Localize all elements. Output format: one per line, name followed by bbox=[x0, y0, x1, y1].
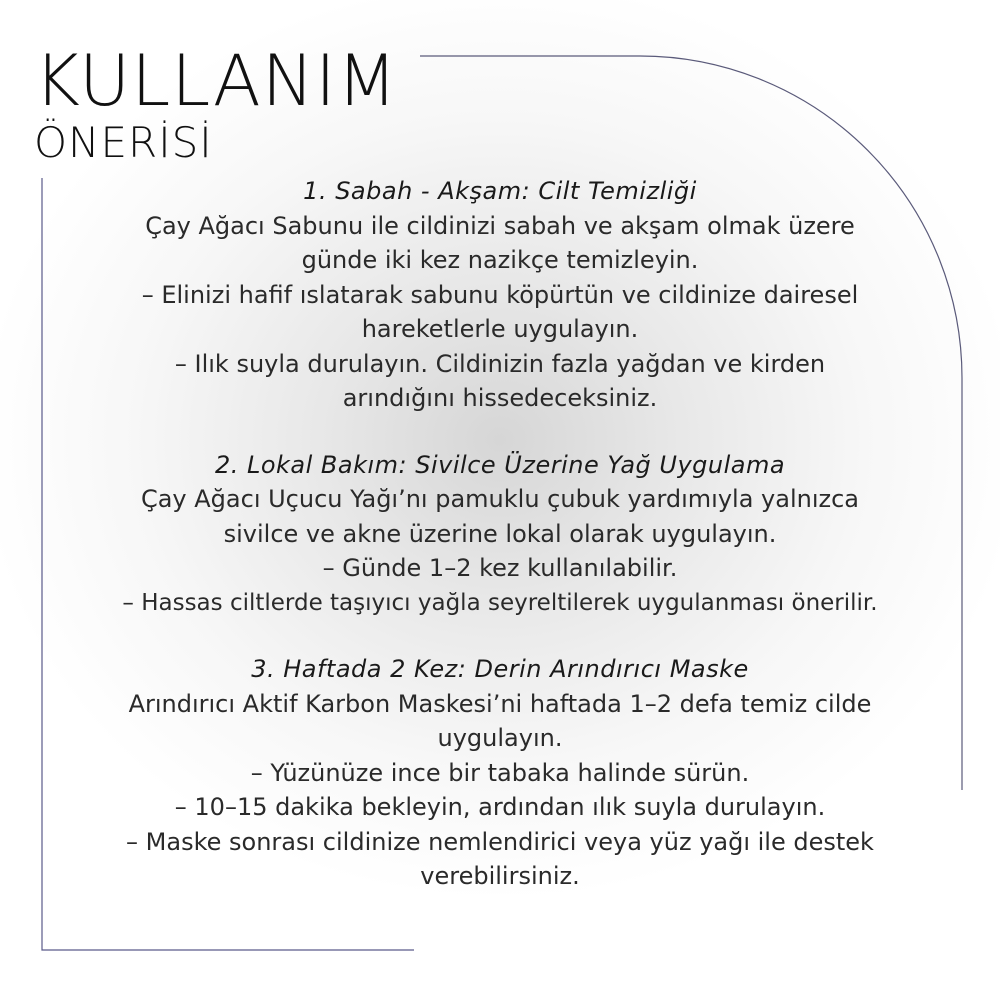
section-text-line: uygulayın. bbox=[437, 724, 563, 752]
page-subtitle: ÖNERİSİ bbox=[34, 118, 213, 167]
section-text-line: Çay Ağacı Uçucu Yağı’nı pamuklu çubuk yardımıyla yalnızca bbox=[140, 485, 860, 513]
section-text-line: – Yüzünüze ince bir tabaka halinde sürün. bbox=[250, 758, 750, 787]
usage-content bbox=[50, 174, 950, 926]
section-text-line: verebilirsiniz. bbox=[420, 862, 580, 890]
section-text-line: hareketlerle uygulayın. bbox=[361, 315, 639, 343]
section-text-line: – Hassas ciltlerde taşıyıcı yağla seyreltilerek uygulanması önerilir. bbox=[122, 589, 878, 616]
section-text-line: arındığını hissedeceksiniz. bbox=[342, 384, 658, 412]
section-weekly-mask bbox=[50, 652, 950, 894]
section-text-line: – Günde 1–2 kez kullanılabilir. bbox=[322, 554, 678, 582]
section-heading: 1. Sabah - Akşam: Cilt Temizliği bbox=[303, 177, 697, 205]
section-text-line: Arındırıcı Aktif Karbon Maskesi’ni haftada 1–2 defa temiz cilde bbox=[128, 689, 872, 718]
section-text-line: Çay Ağacı Sabunu ile cildinizi sabah ve akşam olmak üzere bbox=[145, 211, 855, 240]
section-local-care bbox=[50, 448, 950, 621]
section-text-line: – Maske sonrası cildinize nemlendirici veya yüz yağı ile destek bbox=[126, 827, 874, 856]
section-text-line: – 10–15 dakika bekleyin, ardından ılık suyla durulayın. bbox=[174, 793, 826, 821]
section-heading: 3. Haftada 2 Kez: Derin Arındırıcı Maske bbox=[251, 655, 749, 683]
section-morning-evening bbox=[50, 174, 950, 416]
section-text-line: günde iki kez nazikçe temizleyin. bbox=[301, 246, 699, 274]
section-text-line: – Ilık suyla durulayın. Cildinizin fazla yağdan ve kirden bbox=[174, 349, 826, 378]
section-text-line: – Elinizi hafif ıslatarak sabunu köpürtün ve cildinize dairesel bbox=[141, 280, 859, 309]
section-text-line: sivilce ve akne üzerine lokal olarak uygulayın. bbox=[223, 519, 777, 548]
page-title: KULLANIM bbox=[34, 40, 399, 122]
section-heading: 2. Lokal Bakım: Sivilce Üzerine Yağ Uygulama bbox=[214, 450, 786, 479]
